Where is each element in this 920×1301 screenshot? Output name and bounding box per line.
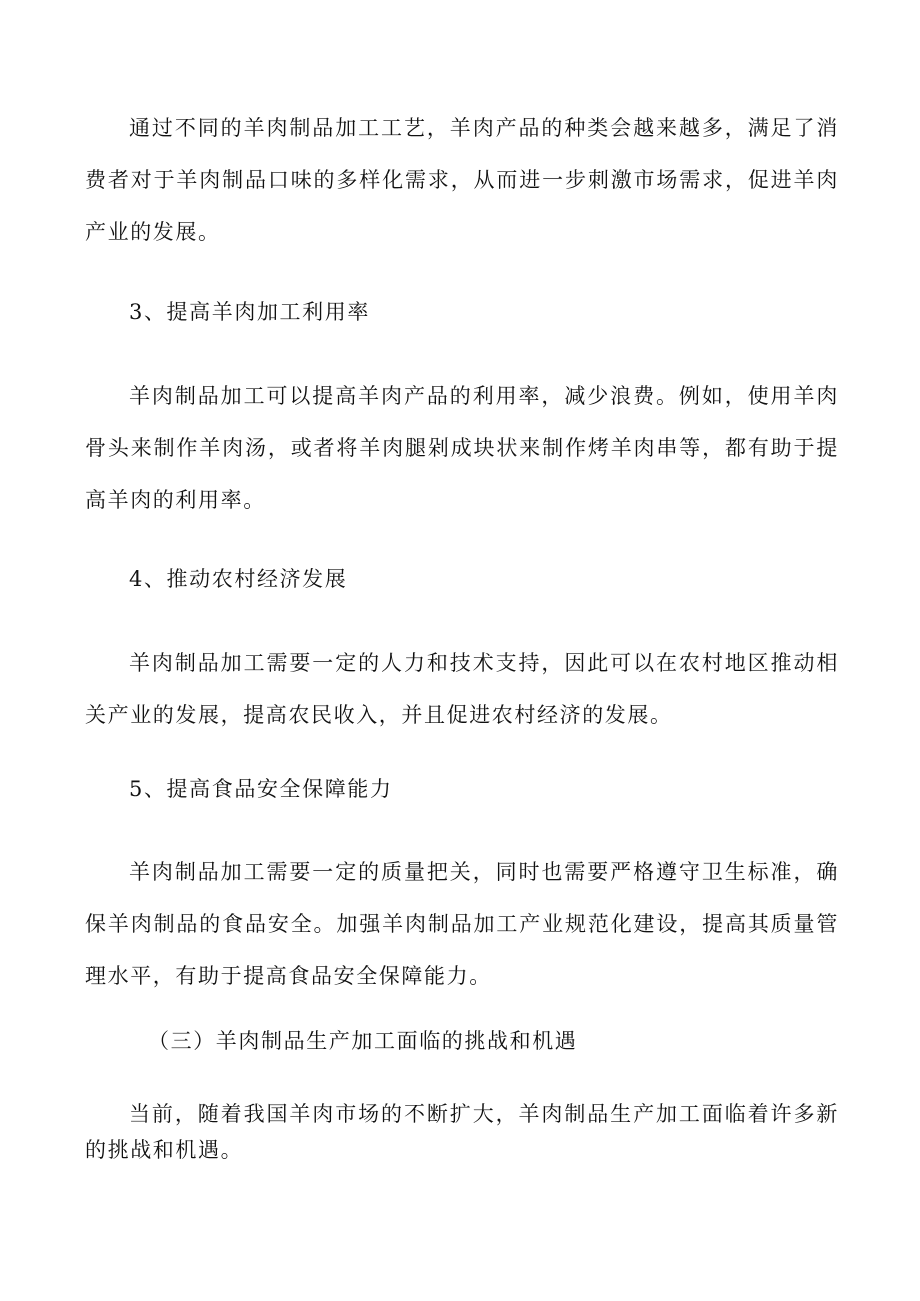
heading-rural-economy: 4、推动农村经济发展 [129,567,348,591]
heading-food-safety: 5、提高食品安全保障能力 [129,777,393,801]
paragraph-challenges-opportunities: 当前，随着我国羊肉市场的不断扩大，羊肉制品生产加工面临着许多新的挑战和机遇。 [85,1102,839,1162]
paragraph-utilization-rate: 羊肉制品加工可以提高羊肉产品的利用率，减少浪费。例如，使用羊肉骨头来制作羊肉汤，或者将羊肉腿剁成块状来制作烤羊肉串等，都有助于提高羊肉的利用率。 [85,384,839,512]
paragraph-rural-economy: 羊肉制品加工需要一定的人力和技术支持，因此可以在农村地区推动相关产业的发展，提高农民收入，并且促进农村经济的发展。 [85,651,839,727]
heading-utilization-rate: 3、提高羊肉加工利用率 [129,300,370,324]
paragraph-product-variety: 通过不同的羊肉制品加工工艺，羊肉产品的种类会越来越多，满足了消费者对于羊肉制品口味的多样化需求，从而进一步刺激市场需求，促进羊肉产业的发展。 [85,116,839,244]
paragraph-food-safety: 羊肉制品加工需要一定的质量把关，同时也需要严格遵守卫生标准，确保羊肉制品的食品安全。加强羊肉制品加工产业规范化建设，提高其质量管理水平，有助于提高食品安全保障能力。 [85,860,839,988]
heading-challenges-opportunities: （三）羊肉制品生产加工面临的挑战和机遇 [148,1029,578,1053]
